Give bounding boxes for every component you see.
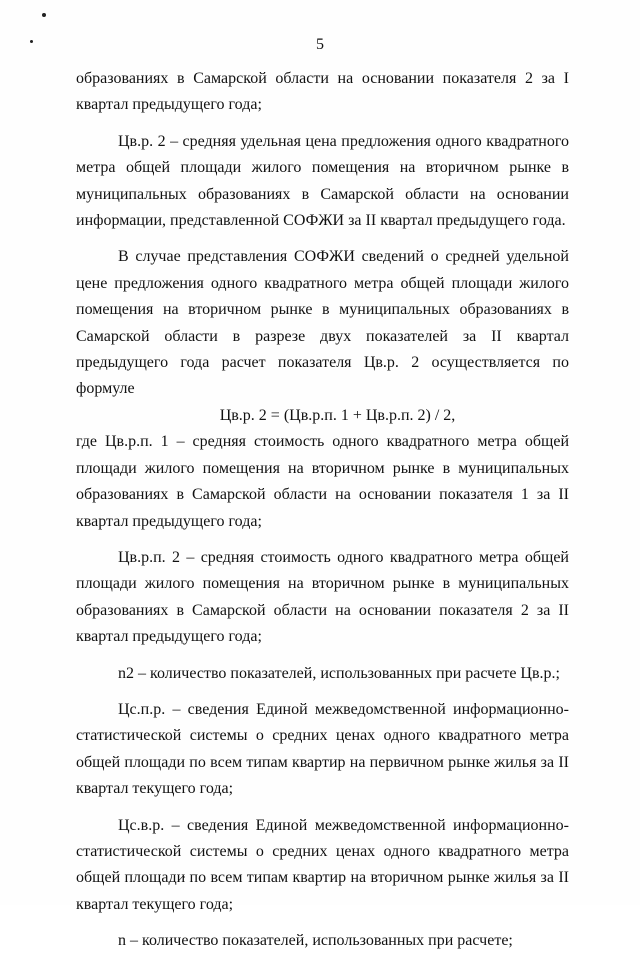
paragraph-definition-cvrp2: Цв.р.п. 2 – средняя стоимость одного квадратного метра общей площади жилого помещения на вторичном рынке в муниципальных образованиях в Самарской области на основании показателя 2 за II квартал предыдущего года; <box>76 548 569 646</box>
paragraph-definition-n: n – количество показателей, использованных при расчете; <box>118 932 513 950</box>
paragraph-definition-cvr2: Цв.р. 2 – средняя удельная цена предложения одного квадратного метра общей площади жилого помещения на вторичном рынке в муниципальных образованиях в Самарской области на основании информации, представленной СОФЖИ за II квартал предыдущего года. <box>76 132 569 230</box>
paragraph-definition-n2: n2 – количество показателей, использованных при расчете Цв.р.; <box>118 664 560 682</box>
scan-speck <box>42 13 46 17</box>
paragraph-formula-intro: В случае представления СОФЖИ сведений о средней удельной цене предложения одного квадратного метра общей площади жилого помещения на вторичном рынке в муниципальных образованиях в Самарской области в разрезе двух показателей за II квартал предыдущего года расчет показателя Цв.р. 2 осуществляется по формуле <box>76 248 569 398</box>
page-number: 5 <box>316 36 324 53</box>
paragraph-definition-csvr: Цс.в.р. – сведения Единой межведомственной информационно-статистической системы о средних ценах одного квадратного метра общей площади по всем типам квартир на вторичном рынке жилья за II квартал текущего года; <box>76 816 569 913</box>
formula: Цв.р. 2 = (Цв.р.п. 1 + Цв.р.п. 2) / 2, <box>219 406 456 424</box>
document-body <box>76 66 569 955</box>
paragraph-continuation: образованиях в Самарской области на основании показателя 2 за I квартал предыдущего года; <box>76 70 569 114</box>
paragraph-definition-cvrp1: где Цв.р.п. 1 – средняя стоимость одного квадратного метра общей площади жилого помещения на вторичном рынке в муниципальных образованиях в Самарской области на основании показателя 1 за II квартал предыдущего года; <box>76 433 569 530</box>
paragraph-definition-cspr: Цс.п.р. – сведения Единой межведомственной информационно-статистической системы о средних ценах одного квадратного метра общей площади по всем типам квартир на первичном рынке жилья за II квартал текущего года; <box>76 700 569 798</box>
